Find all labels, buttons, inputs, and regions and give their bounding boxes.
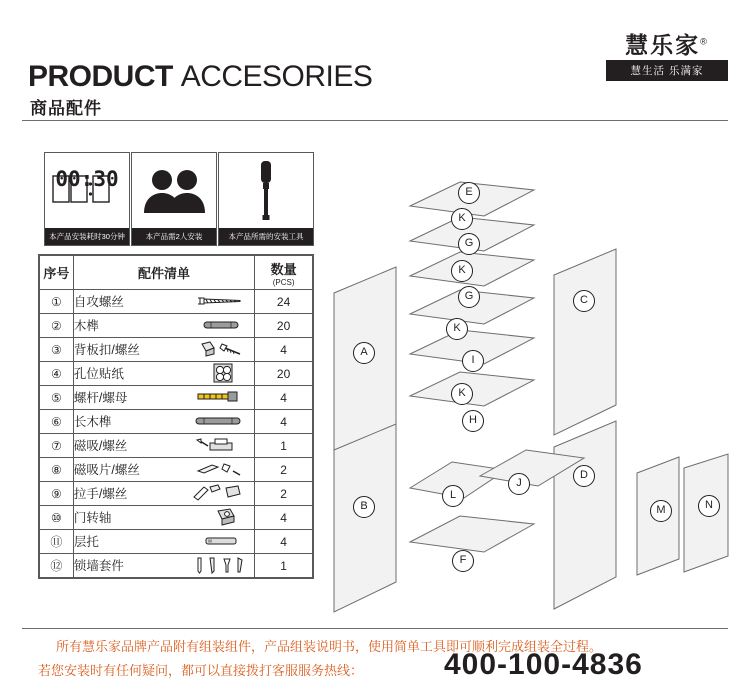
row-name-cell <box>73 386 254 410</box>
row-name: 长木榫 <box>73 414 112 429</box>
row-no: ⑨ <box>40 482 74 506</box>
row-no: ⑦ <box>40 434 74 458</box>
self-tapping-screw-icon <box>184 291 250 311</box>
footer-note-2: 若您安装时有任何疑问，都可以直接拨打客服服务热线： <box>38 663 364 678</box>
row-no: ⑩ <box>40 506 74 530</box>
install-time-value: 00:30 <box>55 167 119 191</box>
callout-M: M <box>650 500 672 522</box>
callout-E: E <box>458 182 480 204</box>
header-no: 序号 <box>40 256 74 290</box>
table-row <box>40 314 313 338</box>
row-name: 锁墙套件 <box>73 558 124 573</box>
row-name-cell <box>73 290 254 314</box>
row-qty: 4 <box>255 506 313 530</box>
callout-K-4: K <box>451 383 473 405</box>
exploded-assembly-diagram <box>330 160 740 620</box>
row-name-cell <box>73 410 254 434</box>
row-name-cell <box>73 554 254 578</box>
table-row <box>40 338 313 362</box>
callout-I: I <box>462 350 484 372</box>
row-name: 磁吸/螺丝 <box>73 438 128 453</box>
footer-note-1: 所有慧乐家品牌产品附有组装组件，产品组装说明书，使用简单工具即可顺利完成组装全过程。 <box>56 639 603 654</box>
row-name: 背板扣/螺丝 <box>73 342 140 357</box>
door-pivot-icon <box>184 507 250 527</box>
row-qty: 2 <box>255 458 313 482</box>
row-no: ⑤ <box>40 386 74 410</box>
table-row <box>40 530 313 554</box>
handle-screw-icon <box>184 483 250 503</box>
callout-B: B <box>353 496 375 518</box>
header-divider <box>22 120 728 121</box>
callout-G-2: G <box>458 286 480 308</box>
info-box-tools <box>218 152 314 246</box>
callout-L: L <box>442 485 464 507</box>
info-box-time <box>44 152 130 246</box>
row-name: 孔位贴纸 <box>73 366 124 381</box>
callout-N: N <box>698 495 720 517</box>
row-qty: 20 <box>255 362 313 386</box>
bolt-nut-icon <box>184 387 250 407</box>
table-header-row <box>40 256 313 290</box>
row-name-cell <box>73 482 254 506</box>
row-name-cell <box>73 434 254 458</box>
row-name: 拉手/螺丝 <box>73 486 128 501</box>
row-qty: 2 <box>255 482 313 506</box>
info-box-people <box>131 152 217 246</box>
header-qty <box>255 256 313 290</box>
row-name-cell <box>73 338 254 362</box>
shelf-G-2 <box>408 250 538 290</box>
row-no: ② <box>40 314 74 338</box>
brand-logo-name: 慧乐家® <box>625 32 709 58</box>
row-no: ⑧ <box>40 458 74 482</box>
callout-A: A <box>353 342 375 364</box>
table-row <box>40 386 313 410</box>
brand-tagline: 慧生活 乐满家 <box>606 60 728 81</box>
table-row <box>40 506 313 530</box>
page-title-light: ACCESORIES <box>180 60 373 93</box>
wood-dowel-icon <box>184 315 250 335</box>
wall-anchor-kit-icon <box>184 555 250 575</box>
callout-D: D <box>573 465 595 487</box>
hole-sticker-icon <box>184 363 250 383</box>
callout-F: F <box>452 550 474 572</box>
row-name: 木榫 <box>73 318 99 333</box>
row-no: ③ <box>40 338 74 362</box>
row-name: 门转轴 <box>73 510 112 525</box>
row-name: 螺杆/螺母 <box>73 390 128 405</box>
footer-divider <box>22 628 728 629</box>
row-qty: 20 <box>255 314 313 338</box>
callout-H: H <box>462 410 484 432</box>
table-row <box>40 410 313 434</box>
page-title-bold: PRODUCT <box>28 60 173 93</box>
row-name: 磁吸片/螺丝 <box>73 462 140 477</box>
table-row <box>40 458 313 482</box>
page-title <box>28 62 372 92</box>
panel-B <box>330 420 400 620</box>
row-no: ⑥ <box>40 410 74 434</box>
row-name-cell <box>73 530 254 554</box>
row-name-cell <box>73 314 254 338</box>
magnet-plate-screw-icon <box>184 459 250 479</box>
callout-J: J <box>508 473 530 495</box>
page-subtitle: 商品配件 <box>30 99 102 118</box>
row-qty: 4 <box>255 386 313 410</box>
table-row <box>40 434 313 458</box>
row-name: 层托 <box>73 534 99 549</box>
header-qty-unit: (PCS) <box>272 277 295 287</box>
callout-K-2: K <box>451 260 473 282</box>
row-qty: 1 <box>255 554 313 578</box>
shelf-H <box>408 370 538 410</box>
row-qty: 24 <box>255 290 313 314</box>
row-qty: 1 <box>255 434 313 458</box>
row-no: ④ <box>40 362 74 386</box>
two-people-icon <box>132 153 216 228</box>
magnet-catch-screw-icon <box>184 435 250 455</box>
info-box-time-caption: 本产品安装耗时30分钟 <box>45 228 129 245</box>
row-no: ⑪ <box>40 530 74 554</box>
row-no: ① <box>40 290 74 314</box>
back-panel-clip-screw-icon <box>184 339 250 359</box>
table-row <box>40 290 313 314</box>
panel-D <box>550 415 620 620</box>
info-box-tools-caption: 本产品所需的安装工具 <box>219 228 313 245</box>
row-no: ⑫ <box>40 554 74 578</box>
header-name: 配件清单 <box>73 256 254 290</box>
callout-C: C <box>573 290 595 312</box>
parts-table <box>38 254 314 579</box>
info-box-people-caption: 本产品需2人安装 <box>132 228 216 245</box>
long-dowel-icon <box>184 411 250 431</box>
header-qty-label: 数量 <box>270 261 297 277</box>
two-people-icon-svg <box>138 167 210 215</box>
shelf-F <box>408 512 538 556</box>
callout-K-3: K <box>446 318 468 340</box>
callout-K-1: K <box>451 208 473 230</box>
brand-logo <box>606 33 728 81</box>
row-name: 自攻螺丝 <box>73 294 124 309</box>
callout-G-1: G <box>458 233 480 255</box>
table-row <box>40 362 313 386</box>
row-name-cell <box>73 506 254 530</box>
row-qty: 4 <box>255 338 313 362</box>
registered-mark: ® <box>700 36 709 47</box>
service-hotline: 400-100-4836 <box>444 648 643 681</box>
screwdriver-icon <box>219 153 313 228</box>
table-row <box>40 482 313 506</box>
screwdriver-icon-svg <box>248 159 284 223</box>
row-name-cell <box>73 362 254 386</box>
table-row <box>40 554 313 578</box>
row-name-cell <box>73 458 254 482</box>
row-qty: 4 <box>255 530 313 554</box>
row-qty: 4 <box>255 410 313 434</box>
shelf-J <box>478 448 588 492</box>
shelf-support-icon <box>184 531 250 551</box>
